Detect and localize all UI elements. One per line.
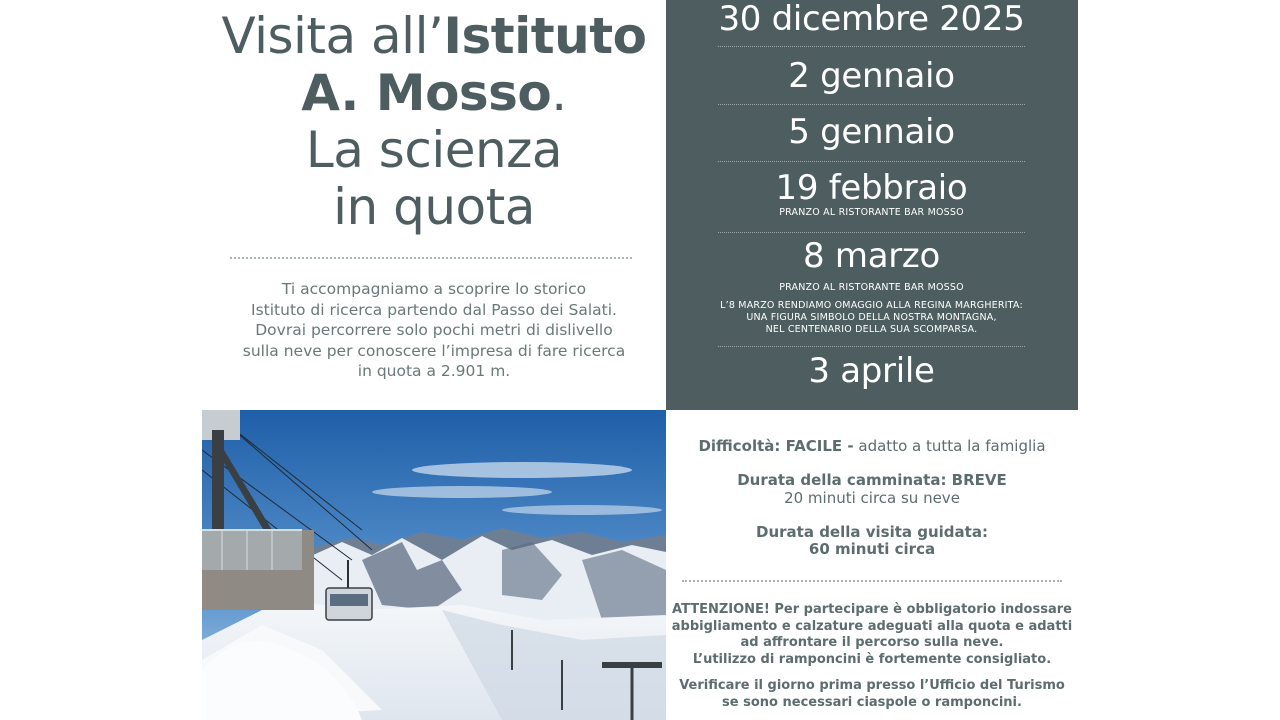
date-item: [718, 57, 1025, 95]
intro-line: sulla neve per conoscere l’impresa di fare ricerca: [242, 341, 626, 360]
date-item: [718, 237, 1025, 336]
warning-line: ad affrontare il percorso sulla neve.: [740, 635, 1004, 650]
date-item: [718, 113, 1025, 151]
date-separator: [718, 232, 1025, 233]
check-line: se sono necessari ciaspole o ramponcini.: [722, 694, 1022, 710]
dates-panel: [666, 0, 1078, 410]
intro-line: in quota a 2.901 m.: [357, 362, 511, 380]
warning-line: abbigliamento e calzature adeguati alla quota e adatti: [671, 618, 1073, 634]
visit-duration-value: 60 minuti circa: [808, 540, 936, 558]
poster-title: [202, 8, 666, 236]
info-divider: [682, 580, 1062, 582]
date-item: [718, 169, 1025, 219]
intro-line: Dovrai percorrere solo pochi metri di dislivello: [255, 321, 613, 339]
date-separator: [718, 346, 1025, 347]
intro-line: Istituto di ricerca partendo dal Passo dei Salati.: [251, 300, 617, 319]
walk-duration-label: Durata della camminata: BREVE: [737, 471, 1007, 489]
title-divider: [230, 257, 632, 259]
title-line-4: in quota: [333, 178, 535, 236]
warning-text: [666, 602, 1078, 668]
title-line-2: A. Mosso.: [301, 64, 567, 122]
date-note: PRANZO AL RISTORANTE BAR MOSSO: [779, 207, 964, 218]
warning-line: ATTENZIONE! Per partecipare è obbligatorio indossare: [672, 602, 1072, 617]
event-poster: [202, 0, 1078, 720]
date-label: 30 dicembre 2025: [718, 0, 1025, 39]
mountain-photo-illustration: [202, 410, 666, 720]
difficulty-label: Difficoltà: FACILE -: [698, 437, 854, 455]
date-separator: [718, 46, 1025, 47]
date-label: 5 gennaio: [788, 112, 955, 152]
mountain-cable-car-photo: [202, 410, 666, 720]
date-note: NEL CENTENARIO DELLA SUA SCOMPARSA.: [765, 324, 978, 335]
title-block: [202, 0, 666, 410]
date-note: PRANZO AL RISTORANTE BAR MOSSO: [779, 282, 964, 293]
date-label: 2 gennaio: [788, 56, 955, 96]
date-label: 8 marzo: [803, 236, 940, 276]
difficulty-value: adatto a tutta la famiglia: [858, 437, 1046, 455]
date-item: [718, 352, 1025, 390]
visit-duration-label: Durata della visita guidata:: [756, 523, 988, 541]
intro-line: Ti accompagniamo a scoprire lo storico: [281, 280, 587, 298]
date-note: L’8 MARZO RENDIAMO OMAGGIO ALLA REGINA MARGHERITA:: [720, 300, 1023, 311]
date-item: [718, 0, 1025, 38]
check-line: Verificare il giorno prima presso l’Ufficio del Turismo: [679, 678, 1065, 693]
date-label: 19 febbraio: [775, 168, 968, 208]
intro-text: [202, 279, 666, 382]
date-note: UNA FIGURA SIMBOLO DELLA NOSTRA MONTAGNA,: [746, 312, 997, 323]
date-separator: [718, 104, 1025, 105]
walk-duration-value: 20 minuti circa su neve: [784, 489, 960, 507]
title-line-1: Visita all’Istituto: [221, 7, 647, 65]
check-text: [666, 678, 1078, 711]
title-line-3: La scienza: [305, 121, 563, 179]
warning-line: L’utilizzo di ramponcini è fortemente consigliato.: [692, 651, 1052, 667]
date-label: 3 aprile: [808, 351, 935, 391]
difficulty-line: [666, 438, 1078, 455]
info-block: [666, 410, 1078, 720]
date-separator: [718, 161, 1025, 162]
